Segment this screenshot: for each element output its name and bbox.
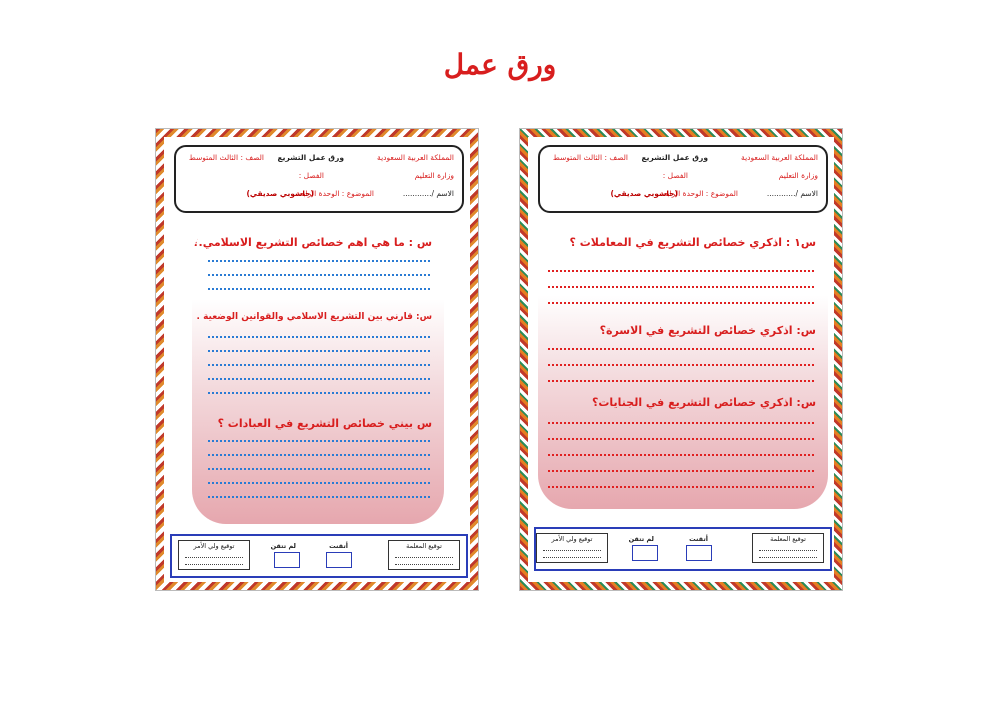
mastered-label: أتقنت [689,535,708,543]
kingdom-label: المملكة العربية السعودية [741,153,818,162]
kingdom-label: المملكة العربية السعودية [377,153,454,162]
answer-line [548,438,814,440]
answer-line [208,288,430,290]
answer-line [208,378,430,380]
answer-line [548,286,814,288]
class-label: الفصل : [298,171,324,180]
teacher-signature-label: توقيع المعلمة [770,535,806,543]
questions-area [192,224,444,524]
teacher-signature-label: توقيع المعلمة [406,542,442,550]
worksheet-left [155,128,479,591]
guardian-signature-box [178,540,250,570]
topic-label: الموضوع : الوحدة الرابعة [659,189,738,198]
answer-line [548,270,814,272]
answer-line [208,274,430,276]
not-mastered-label: لم تتقن [628,535,654,543]
question-3: س: اذكري خصائص التشريع في الجنايات؟ [591,396,816,409]
signature-footer [534,527,832,571]
answer-line [548,348,814,350]
answer-line [548,422,814,424]
teacher-signature-box [388,540,460,570]
class-label: الفصل : [662,171,688,180]
answer-line [208,440,430,442]
guardian-signature-label: توقيع ولي الأمر [551,535,593,543]
question-3: س بيني خصائص التشريع في العبادات ؟ [217,417,432,430]
grade-label: الصف : الثالث المتوسط [552,153,628,162]
page-title: ورق عمل [443,48,557,81]
answer-line [208,454,430,456]
ministry-label: وزارة التعليم [778,171,818,180]
questions-area [538,224,828,509]
answer-line [548,302,814,304]
worksheet-label: ورق عمل التشريع [277,153,344,162]
answer-line [208,392,430,394]
unit-label: (حاسوبي صديقي) [246,189,314,198]
mastered-label: أتقنت [329,542,348,550]
not-mastered-label: لم تتقن [270,542,296,550]
answer-line [548,486,814,488]
mastered-checkbox[interactable] [686,545,712,561]
question-2: س: قارني بين التشريع الاسلامي والقوانين الوضعية . [196,312,432,322]
name-field: الاسم /............ [766,189,818,198]
answer-line [208,482,430,484]
answer-line [208,496,430,498]
answer-line [548,364,814,366]
question-2: س: اذكري خصائص التشريع في الاسرة؟ [599,324,816,337]
mastered-checkbox[interactable] [326,552,352,568]
worksheet-label: ورق عمل التشريع [641,153,708,162]
unit-label: (حاسوبي صديقي) [610,189,678,198]
signature-footer [170,534,468,578]
ministry-label: وزارة التعليم [414,171,454,180]
guardian-signature-label: توقيع ولي الأمر [193,542,235,550]
name-field: الاسم /............ [402,189,454,198]
grade-label: الصف : الثالث المتوسط [188,153,264,162]
answer-line [208,364,430,366]
not-mastered-checkbox[interactable] [632,545,658,561]
question-1: س : ما هي اهم خصائص التشريع الاسلامي.؟ [192,236,432,249]
answer-line [208,468,430,470]
teacher-signature-box [752,533,824,563]
answer-line [548,380,814,382]
guardian-signature-box [536,533,608,563]
worksheet-header [538,145,828,213]
answer-line [208,260,430,262]
answer-line [548,454,814,456]
not-mastered-checkbox[interactable] [274,552,300,568]
worksheet-header [174,145,464,213]
topic-label: الموضوع : الوحدة الرابعة [295,189,374,198]
answer-line [548,470,814,472]
answer-line [208,350,430,352]
worksheet-right [519,128,843,591]
question-1: س١ : اذكري خصائص التشريع في المعاملات ؟ [569,236,816,249]
answer-line [208,336,430,338]
